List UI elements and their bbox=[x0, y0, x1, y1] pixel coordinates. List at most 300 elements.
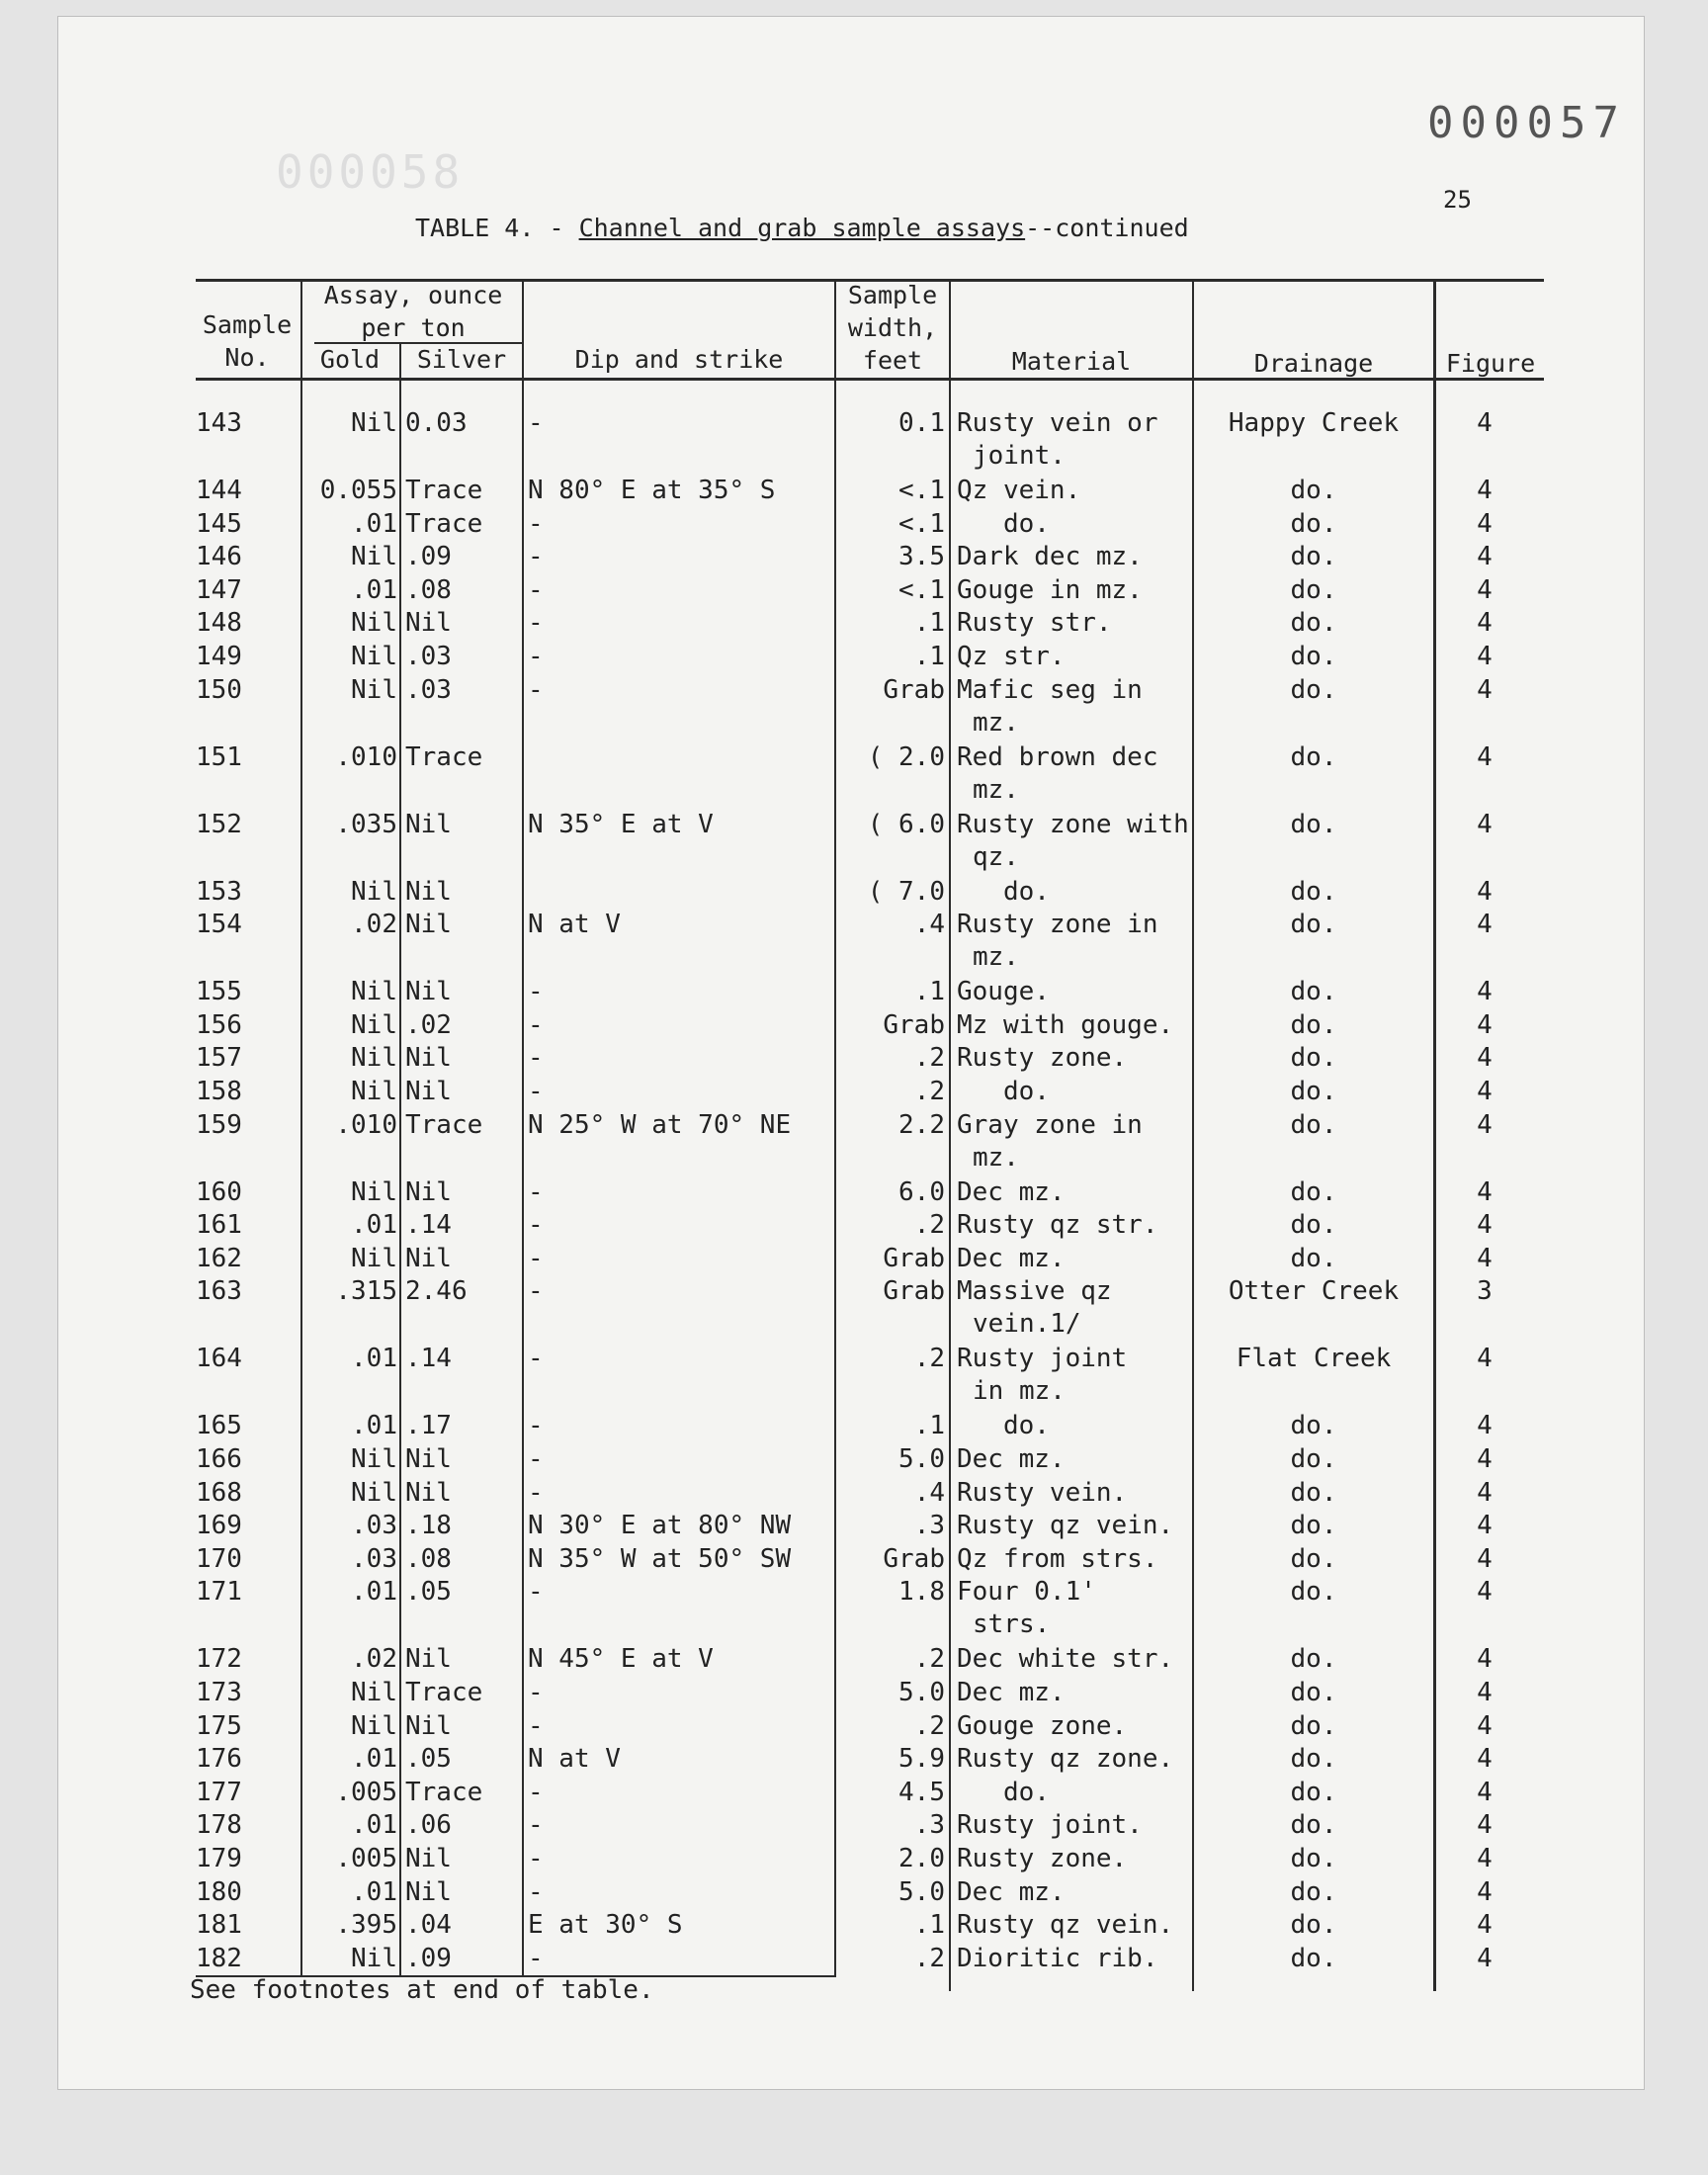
cell-fig: 4 bbox=[1477, 1077, 1493, 1106]
cell-fig: 4 bbox=[1477, 741, 1493, 772]
cell-mat1: Rusty joint bbox=[957, 1344, 1128, 1374]
cell-width: <.1 bbox=[898, 574, 945, 605]
cell-no: 150 bbox=[196, 674, 242, 705]
cell-drain: do. bbox=[1290, 542, 1337, 572]
cell-mat1: Rusty zone. bbox=[957, 1844, 1128, 1873]
cell-drain: do. bbox=[1290, 1176, 1337, 1207]
cell-dip: - bbox=[528, 1210, 544, 1241]
cell-dip: N 30° E at 80° NW bbox=[528, 1511, 792, 1541]
cell-mat1: Qz from strs. bbox=[957, 1543, 1158, 1574]
header-silver: Silver bbox=[416, 345, 507, 374]
cell-silver: Nil bbox=[405, 809, 452, 839]
cell-silver: Nil bbox=[405, 1444, 452, 1474]
cell-material-continued: qz. bbox=[973, 841, 1019, 872]
cell-gold: Nil bbox=[351, 1678, 397, 1707]
cell-no: 148 bbox=[196, 608, 242, 639]
cell-width: .2 bbox=[913, 1943, 945, 1973]
cell-dip: - bbox=[528, 1411, 544, 1441]
cell-no: 161 bbox=[196, 1210, 242, 1241]
cell-gold: .01 bbox=[351, 1810, 397, 1841]
cell-width: .1 bbox=[913, 608, 945, 639]
cell-no: 158 bbox=[196, 1077, 242, 1106]
cell-silver: .17 bbox=[405, 1411, 452, 1441]
cell-width: 5.9 bbox=[898, 1744, 945, 1775]
cell-width: ( 7.0 bbox=[867, 876, 945, 907]
cell-width: 5.0 bbox=[898, 1444, 945, 1474]
cell-dip: - bbox=[528, 408, 544, 438]
cell-mat1: Mafic seg in bbox=[957, 674, 1143, 705]
cell-fig: 4 bbox=[1477, 1577, 1493, 1608]
header-line: Assay, ounce bbox=[323, 281, 503, 309]
cell-width: .2 bbox=[913, 1210, 945, 1241]
cell-dip: - bbox=[528, 1243, 544, 1273]
cell-width: .3 bbox=[913, 1810, 945, 1841]
cell-drain: do. bbox=[1290, 809, 1337, 839]
header-drainage: Drainage bbox=[1253, 349, 1374, 378]
cell-silver: Nil bbox=[405, 1876, 452, 1907]
cell-mat1: Dec mz. bbox=[957, 1678, 1066, 1707]
cell-dip: - bbox=[528, 1344, 544, 1374]
cell-drain: do. bbox=[1290, 1577, 1337, 1608]
cell-mat1: Rusty zone. bbox=[957, 1043, 1128, 1074]
cell-fig: 4 bbox=[1477, 642, 1493, 671]
cell-width: 5.0 bbox=[898, 1678, 945, 1707]
cell-silver: 2.46 bbox=[405, 1276, 468, 1307]
cell-silver: .14 bbox=[405, 1210, 452, 1241]
cell-width: .1 bbox=[913, 1910, 945, 1941]
cell-width: ( 6.0 bbox=[867, 809, 945, 839]
cell-dip: - bbox=[528, 1844, 544, 1873]
cell-mat1: Qz str. bbox=[957, 642, 1066, 671]
cell-silver: Nil bbox=[405, 608, 452, 639]
cell-drain: do. bbox=[1290, 1777, 1337, 1807]
cell-dip: - bbox=[528, 642, 544, 671]
cell-silver: Trace bbox=[405, 1678, 483, 1707]
cell-width: .3 bbox=[913, 1511, 945, 1541]
cell-fig: 4 bbox=[1477, 1844, 1493, 1873]
cell-silver: .09 bbox=[405, 1943, 452, 1973]
cell-no: 154 bbox=[196, 910, 242, 940]
cell-drain: do. bbox=[1290, 1210, 1337, 1241]
cell-no: 173 bbox=[196, 1678, 242, 1707]
cell-fig: 4 bbox=[1477, 476, 1493, 505]
cell-gold: Nil bbox=[351, 1943, 397, 1973]
cell-silver: Nil bbox=[405, 1644, 452, 1675]
cell-no: 149 bbox=[196, 642, 242, 671]
cell-mat1: Dec mz. bbox=[957, 1176, 1066, 1207]
cell-fig: 4 bbox=[1477, 574, 1493, 605]
cell-fig: 4 bbox=[1477, 1710, 1493, 1741]
cell-drain: do. bbox=[1290, 876, 1337, 907]
cell-mat1: Dec mz. bbox=[957, 1243, 1066, 1273]
cell-gold: .01 bbox=[351, 574, 397, 605]
cell-mat1: Gouge. bbox=[957, 977, 1050, 1007]
column-divider bbox=[834, 279, 836, 1975]
cell-silver: Nil bbox=[405, 1710, 452, 1741]
cell-gold: .01 bbox=[351, 508, 397, 539]
cell-drain: do. bbox=[1290, 674, 1337, 705]
cell-fig: 4 bbox=[1477, 508, 1493, 539]
table-title bbox=[415, 214, 1189, 242]
cell-silver: .06 bbox=[405, 1810, 452, 1841]
cell-mat1: Dioritic rib. bbox=[957, 1943, 1158, 1973]
cell-no: 155 bbox=[196, 977, 242, 1007]
cell-gold: .315 bbox=[335, 1276, 397, 1307]
cell-mat1: Dark dec mz. bbox=[957, 542, 1143, 572]
cell-dip: - bbox=[528, 508, 544, 539]
cell-drain: Otter Creek bbox=[1228, 1276, 1400, 1307]
cell-drain: do. bbox=[1290, 574, 1337, 605]
cell-no: 160 bbox=[196, 1176, 242, 1207]
cell-mat1: Rusty qz str. bbox=[957, 1210, 1158, 1241]
cell-mat1: Rusty qz vein. bbox=[957, 1511, 1174, 1541]
cell-fig: 4 bbox=[1477, 1876, 1493, 1907]
cell-fig: 4 bbox=[1477, 1344, 1493, 1374]
cell-gold: .02 bbox=[351, 1644, 397, 1675]
cell-width: Grab bbox=[883, 1009, 945, 1040]
cell-drain: do. bbox=[1290, 1009, 1337, 1040]
cell-mat1: Dec mz. bbox=[957, 1444, 1066, 1474]
cell-fig: 4 bbox=[1477, 1644, 1493, 1675]
cell-dip: N at V bbox=[528, 910, 621, 940]
header-line: Sample bbox=[202, 310, 293, 339]
cell-no: 172 bbox=[196, 1644, 242, 1675]
cell-mat1: Four 0.1' bbox=[957, 1577, 1096, 1608]
cell-gold: Nil bbox=[351, 542, 397, 572]
cell-width: .4 bbox=[913, 910, 945, 940]
cell-no: 168 bbox=[196, 1477, 242, 1508]
cell-drain: do. bbox=[1290, 1511, 1337, 1541]
cell-silver: Nil bbox=[405, 910, 452, 940]
cell-dip: - bbox=[528, 977, 544, 1007]
cell-mat1: Rusty zone with bbox=[957, 809, 1189, 839]
cell-width: Grab bbox=[883, 1543, 945, 1574]
cell-no: 179 bbox=[196, 1844, 242, 1873]
cell-mat1: do. bbox=[957, 1777, 1050, 1807]
cell-fig: 4 bbox=[1477, 1009, 1493, 1040]
cell-width: .1 bbox=[913, 1411, 945, 1441]
cell-drain: do. bbox=[1290, 476, 1337, 505]
cell-drain: do. bbox=[1290, 508, 1337, 539]
cell-gold: .01 bbox=[351, 1876, 397, 1907]
title-prefix: TABLE 4. - bbox=[415, 214, 579, 242]
cell-silver: .18 bbox=[405, 1511, 452, 1541]
cell-gold: Nil bbox=[351, 1043, 397, 1074]
cell-fig: 4 bbox=[1477, 1511, 1493, 1541]
cell-drain: do. bbox=[1290, 1810, 1337, 1841]
cell-mat1: Red brown dec bbox=[957, 741, 1158, 772]
cell-width: .2 bbox=[913, 1077, 945, 1106]
cell-mat1: Gouge in mz. bbox=[957, 574, 1143, 605]
cell-gold: Nil bbox=[351, 977, 397, 1007]
cell-gold: Nil bbox=[351, 876, 397, 907]
cell-no: 164 bbox=[196, 1344, 242, 1374]
cell-fig: 4 bbox=[1477, 1477, 1493, 1508]
cell-mat1: Rusty qz vein. bbox=[957, 1910, 1174, 1941]
cell-fig: 4 bbox=[1477, 1444, 1493, 1474]
cell-material-continued: strs. bbox=[973, 1610, 1051, 1640]
cell-no: 178 bbox=[196, 1810, 242, 1841]
cell-mat1: Rusty joint. bbox=[957, 1810, 1143, 1841]
cell-silver: .09 bbox=[405, 542, 452, 572]
cell-drain: do. bbox=[1290, 1444, 1337, 1474]
cell-no: 181 bbox=[196, 1910, 242, 1941]
cell-silver: Trace bbox=[405, 1109, 483, 1140]
cell-mat1: Qz vein. bbox=[957, 476, 1081, 505]
cell-fig: 4 bbox=[1477, 1043, 1493, 1074]
cell-width: Grab bbox=[883, 1243, 945, 1273]
cell-drain: Flat Creek bbox=[1236, 1344, 1392, 1374]
header-sample-no bbox=[196, 308, 299, 374]
cell-fig: 4 bbox=[1477, 408, 1493, 438]
cell-gold: .035 bbox=[335, 809, 397, 839]
cell-dip: - bbox=[528, 574, 544, 605]
cell-drain: do. bbox=[1290, 1910, 1337, 1941]
cell-gold: .03 bbox=[351, 1543, 397, 1574]
cell-gold: .01 bbox=[351, 1577, 397, 1608]
cell-silver: Nil bbox=[405, 1844, 452, 1873]
cell-dip: N 35° W at 50° SW bbox=[528, 1543, 792, 1574]
cell-material-continued: in mz. bbox=[973, 1376, 1066, 1407]
cell-mat1: Mz with gouge. bbox=[957, 1009, 1174, 1040]
cell-width: .1 bbox=[913, 642, 945, 671]
document-stamp-number: 000057 bbox=[1427, 98, 1626, 148]
cell-fig: 4 bbox=[1477, 1210, 1493, 1241]
cell-mat1: Dec mz. bbox=[957, 1876, 1066, 1907]
cell-gold: Nil bbox=[351, 1077, 397, 1106]
cell-silver: Nil bbox=[405, 1043, 452, 1074]
cell-silver: .08 bbox=[405, 1543, 452, 1574]
cell-silver: Trace bbox=[405, 741, 483, 772]
cell-drain: do. bbox=[1290, 910, 1337, 940]
cell-width: 3.5 bbox=[898, 542, 945, 572]
cell-dip: N 80° E at 35° S bbox=[528, 476, 776, 505]
cell-fig: 4 bbox=[1477, 1777, 1493, 1807]
cell-width: 1.8 bbox=[898, 1577, 945, 1608]
cell-width: .2 bbox=[913, 1043, 945, 1074]
cell-mat1: Rusty zone in bbox=[957, 910, 1158, 940]
cell-mat1: Dec white str. bbox=[957, 1644, 1174, 1675]
cell-silver: Trace bbox=[405, 476, 483, 505]
cell-gold: .01 bbox=[351, 1744, 397, 1775]
cell-fig: 4 bbox=[1477, 1176, 1493, 1207]
cell-drain: do. bbox=[1290, 1876, 1337, 1907]
cell-material-continued: mz. bbox=[973, 1142, 1019, 1173]
cell-mat1: Rusty vein. bbox=[957, 1477, 1128, 1508]
cell-no: 163 bbox=[196, 1276, 242, 1307]
cell-dip: - bbox=[528, 1477, 544, 1508]
cell-no: 170 bbox=[196, 1543, 242, 1574]
assay-table bbox=[196, 277, 1544, 1997]
cell-silver: .05 bbox=[405, 1744, 452, 1775]
cell-fig: 4 bbox=[1477, 1243, 1493, 1273]
cell-drain: do. bbox=[1290, 1678, 1337, 1707]
cell-fig: 4 bbox=[1477, 910, 1493, 940]
cell-silver: Nil bbox=[405, 1243, 452, 1273]
cell-dip: - bbox=[528, 1876, 544, 1907]
column-divider bbox=[399, 342, 401, 1975]
cell-fig: 4 bbox=[1477, 1543, 1493, 1574]
cell-gold: Nil bbox=[351, 408, 397, 438]
cell-gold: .01 bbox=[351, 1411, 397, 1441]
cell-fig: 4 bbox=[1477, 542, 1493, 572]
cell-material-continued: mz. bbox=[973, 774, 1019, 805]
cell-dip: - bbox=[528, 1577, 544, 1608]
cell-no: 151 bbox=[196, 741, 242, 772]
cell-silver: .08 bbox=[405, 574, 452, 605]
cell-no: 169 bbox=[196, 1511, 242, 1541]
cell-mat1: do. bbox=[957, 1077, 1050, 1106]
cell-silver: Trace bbox=[405, 1777, 483, 1807]
cell-drain: do. bbox=[1290, 1043, 1337, 1074]
header-dip-strike: Dip and strike bbox=[574, 345, 784, 374]
cell-gold: .395 bbox=[335, 1910, 397, 1941]
cell-fig: 4 bbox=[1477, 1678, 1493, 1707]
cell-width: 5.0 bbox=[898, 1876, 945, 1907]
cell-no: 145 bbox=[196, 508, 242, 539]
cell-no: 153 bbox=[196, 876, 242, 907]
cell-fig: 4 bbox=[1477, 1943, 1493, 1973]
cell-silver: .14 bbox=[405, 1344, 452, 1374]
cell-gold: Nil bbox=[351, 608, 397, 639]
cell-no: 165 bbox=[196, 1411, 242, 1441]
cell-no: 177 bbox=[196, 1777, 242, 1807]
cell-gold: 0.055 bbox=[319, 476, 397, 505]
cell-mat1: Rusty vein or bbox=[957, 408, 1158, 438]
cell-dip: N 45° E at V bbox=[528, 1644, 714, 1675]
cell-dip: - bbox=[528, 542, 544, 572]
cell-fig: 4 bbox=[1477, 608, 1493, 639]
cell-drain: do. bbox=[1290, 1943, 1337, 1973]
cell-no: 146 bbox=[196, 542, 242, 572]
cell-dip: - bbox=[528, 1943, 544, 1973]
cell-silver: .05 bbox=[405, 1577, 452, 1608]
cell-drain: do. bbox=[1290, 608, 1337, 639]
cell-width: 0.1 bbox=[898, 408, 945, 438]
cell-dip: N at V bbox=[528, 1744, 621, 1775]
cell-drain: do. bbox=[1290, 1543, 1337, 1574]
cell-drain: Happy Creek bbox=[1228, 408, 1400, 438]
cell-width: Grab bbox=[883, 674, 945, 705]
cell-fig: 3 bbox=[1477, 1276, 1493, 1307]
cell-width: Grab bbox=[883, 1276, 945, 1307]
cell-width: 4.5 bbox=[898, 1777, 945, 1807]
cell-gold: Nil bbox=[351, 1444, 397, 1474]
cell-drain: do. bbox=[1290, 977, 1337, 1007]
cell-gold: .010 bbox=[335, 1109, 397, 1140]
cell-drain: do. bbox=[1290, 1844, 1337, 1873]
cell-silver: Nil bbox=[405, 876, 452, 907]
cell-dip: - bbox=[528, 1176, 544, 1207]
cell-drain: do. bbox=[1290, 1710, 1337, 1741]
cell-material-continued: mz. bbox=[973, 707, 1019, 738]
cell-mat1: Rusty str. bbox=[957, 608, 1112, 639]
column-divider bbox=[522, 279, 524, 1975]
cell-fig: 4 bbox=[1477, 1910, 1493, 1941]
header-line: width, bbox=[847, 313, 938, 342]
cell-no: 175 bbox=[196, 1710, 242, 1741]
cell-gold: Nil bbox=[351, 1243, 397, 1273]
header-assay-group bbox=[304, 279, 522, 344]
column-divider bbox=[300, 279, 302, 1975]
cell-no: 157 bbox=[196, 1043, 242, 1074]
cell-silver: 0.03 bbox=[405, 408, 468, 438]
cell-mat1: Rusty qz zone. bbox=[957, 1744, 1174, 1775]
cell-dip: - bbox=[528, 1777, 544, 1807]
cell-gold: .03 bbox=[351, 1511, 397, 1541]
cell-dip: - bbox=[528, 674, 544, 705]
header-gold: Gold bbox=[319, 345, 381, 374]
header-line: feet bbox=[862, 346, 923, 375]
cell-silver: .02 bbox=[405, 1009, 452, 1040]
cell-dip: - bbox=[528, 1810, 544, 1841]
cell-dip: - bbox=[528, 1043, 544, 1074]
cell-fig: 4 bbox=[1477, 674, 1493, 705]
cell-drain: do. bbox=[1290, 1109, 1337, 1140]
cell-fig: 4 bbox=[1477, 977, 1493, 1007]
cell-gold: .01 bbox=[351, 1344, 397, 1374]
cell-material-continued: vein.1/ bbox=[973, 1309, 1081, 1340]
cell-drain: do. bbox=[1290, 1644, 1337, 1675]
cell-dip: - bbox=[528, 1710, 544, 1741]
cell-width: .2 bbox=[913, 1344, 945, 1374]
cell-fig: 4 bbox=[1477, 809, 1493, 839]
cell-dip: - bbox=[528, 1678, 544, 1707]
cell-dip: - bbox=[528, 608, 544, 639]
page-number: 25 bbox=[1443, 186, 1472, 214]
cell-silver: Nil bbox=[405, 1077, 452, 1106]
cell-no: 152 bbox=[196, 809, 242, 839]
cell-drain: do. bbox=[1290, 1411, 1337, 1441]
cell-width: 2.0 bbox=[898, 1844, 945, 1873]
header-line: No. bbox=[224, 343, 270, 372]
cell-gold: Nil bbox=[351, 1176, 397, 1207]
cell-width: 6.0 bbox=[898, 1176, 945, 1207]
cell-no: 143 bbox=[196, 408, 242, 438]
cell-dip: - bbox=[528, 1444, 544, 1474]
cell-silver: Nil bbox=[405, 977, 452, 1007]
cell-gold: .010 bbox=[335, 741, 397, 772]
cell-material-continued: mz. bbox=[973, 942, 1019, 973]
cell-width: .2 bbox=[913, 1644, 945, 1675]
cell-no: 166 bbox=[196, 1444, 242, 1474]
cell-width: <.1 bbox=[898, 476, 945, 505]
title-underlined: Channel and grab sample assays bbox=[578, 214, 1026, 242]
cell-no: 182 bbox=[196, 1943, 242, 1973]
header-figure: Figure bbox=[1445, 349, 1536, 378]
cell-silver: .04 bbox=[405, 1910, 452, 1941]
cell-no: 159 bbox=[196, 1109, 242, 1140]
cell-fig: 4 bbox=[1477, 1411, 1493, 1441]
cell-width: .1 bbox=[913, 977, 945, 1007]
cell-width: <.1 bbox=[898, 508, 945, 539]
cell-mat1: do. bbox=[957, 508, 1050, 539]
cell-no: 176 bbox=[196, 1744, 242, 1775]
cell-silver: Nil bbox=[405, 1176, 452, 1207]
cell-drain: do. bbox=[1290, 741, 1337, 772]
cell-dip: - bbox=[528, 1077, 544, 1106]
cell-gold: Nil bbox=[351, 1477, 397, 1508]
cell-dip: E at 30° S bbox=[528, 1910, 683, 1941]
bleed-through-number: 000058 bbox=[276, 145, 465, 199]
cell-no: 147 bbox=[196, 574, 242, 605]
cell-gold: Nil bbox=[351, 642, 397, 671]
cell-width: .2 bbox=[913, 1710, 945, 1741]
cell-gold: Nil bbox=[351, 1009, 397, 1040]
table-footnote: See footnotes at end of table. bbox=[190, 1975, 654, 2005]
cell-gold: .01 bbox=[351, 1210, 397, 1241]
cell-fig: 4 bbox=[1477, 1810, 1493, 1841]
